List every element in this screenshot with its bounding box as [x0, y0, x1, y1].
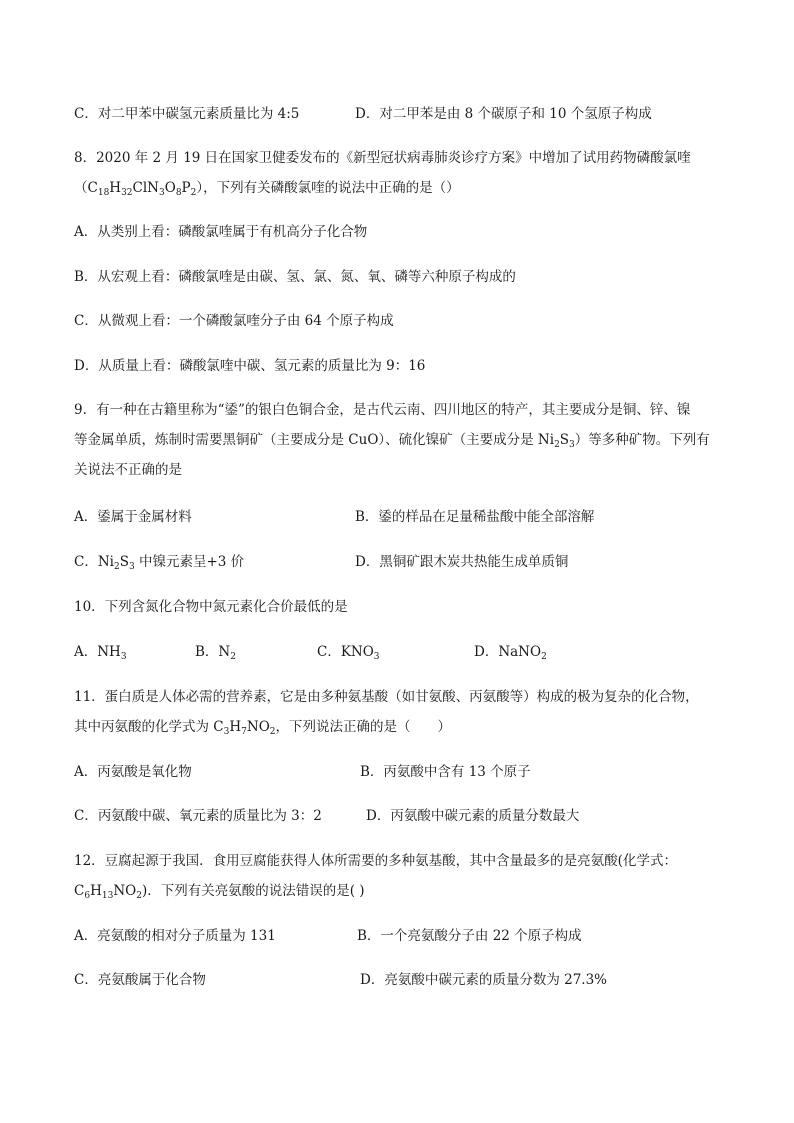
q12-option-c: C．亮氨酸属于化合物 [74, 972, 206, 988]
q9-stem-line2: 等金属单质，炼制时需要黑铜矿（主要成分是 CuO）、硫化镍矿（主要成分是 $Ni_2S_3$）等多种矿物。下列有 [74, 432, 710, 450]
q12-option-d: D．亮氨酸中碳元素的质量分数为 27.3% [360, 972, 608, 988]
q9-stem-line3: 关说法不正确的是 [74, 462, 182, 478]
q8-formula: $(C_{18}H_{32}ClN_3O_8P_2)$ [74, 180, 204, 198]
q10-option-a: A．$NH_3$ [74, 644, 127, 662]
q9-option-d: D．黑铜矿跟木炭共热能生成单质铜 [355, 554, 569, 570]
q8-option-d: D．从质量上看：磷酸氯喹中碳、氢元素的质量比为 9：16 [74, 358, 426, 374]
q8-option-b: B．从宏观上看：磷酸氯喹是由碳、氢、氯、氮、氧、磷等六种原子构成的 [74, 269, 516, 285]
q9-stem-line1: 9．有一种在古籍里称为“鋈”的银白色铜合金，是古代云南、四川地区的特产，其主要成分是铜、锌、镍 [74, 402, 691, 418]
q12-option-a: A．亮氨酸的相对分子质量为 131 [74, 928, 276, 944]
q12-stem-line1: 12．豆腐起源于我国．食用豆腐能获得人体所需要的多种氨基酸，其中含量最多的是亮氨酸(化学式： [74, 853, 677, 869]
q10-stem: 10．下列含氮化合物中氮元素化合价最低的是 [74, 599, 348, 615]
q8-stem-rest: ，下列有关磷酸氯喹的说法中正确的是（） [203, 180, 460, 196]
q11-option-c: C．丙氨酸中碳、氧元素的质量比为 3：2 [74, 808, 322, 824]
q11-option-d: D．丙氨酸中碳元素的质量分数最大 [366, 808, 580, 824]
q8-stem-line2 [74, 178, 460, 198]
q7-option-d: D．对二甲苯是由 8 个碳原子和 10 个氢原子构成 [355, 106, 652, 122]
q10-option-b: B．$N_2$ [195, 644, 236, 662]
q10-option-d: D．NaNO$_2$ [474, 644, 547, 662]
q11-stem-line2: 其中丙氨酸的化学式为 $C_3H_7NO_2$，下列说法正确的是（ ） [74, 719, 451, 737]
q7-option-c: C．对二甲苯中碳氢元素质量比为 4:5 [74, 106, 300, 122]
q9-option-c: C．$Ni_2S_3$ 中镍元素呈+3 价 [74, 554, 245, 572]
q12-option-b: B．一个亮氨酸分子由 22 个原子构成 [357, 928, 582, 944]
q11-option-b: B．丙氨酸中含有 13 个原子 [360, 764, 531, 780]
q9-option-a: A．鋈属于金属材料 [74, 509, 192, 525]
q12-stem-line2: $C_6H_{13}NO_2$)．下列有关亮氨酸的说法错误的是( ) [74, 883, 365, 901]
q8-option-a: A．从类别上看：磷酸氯喹属于有机高分子化合物 [74, 224, 368, 240]
q8-option-c: C．从微观上看：一个磷酸氯喹分子由 64 个原子构成 [74, 313, 394, 329]
q8-stem-line1: 8．2020 年 2 月 19 日在国家卫健委发布的《新型冠状病毒肺炎诊疗方案》中增加了试用药物磷酸氯喹 [74, 150, 691, 166]
q9-option-b: B．鋈的样品在足量稀盐酸中能全部溶解 [355, 509, 595, 525]
q10-option-c: C．$KNO_3$ [317, 644, 380, 662]
q11-option-a: A．丙氨酸是氧化物 [74, 764, 192, 780]
q11-stem-line1: 11．蛋白质是人体必需的营养素，它是由多种氨基酸（如甘氨酸、丙氨酸等）构成的极为复杂的化合物， [74, 689, 699, 705]
